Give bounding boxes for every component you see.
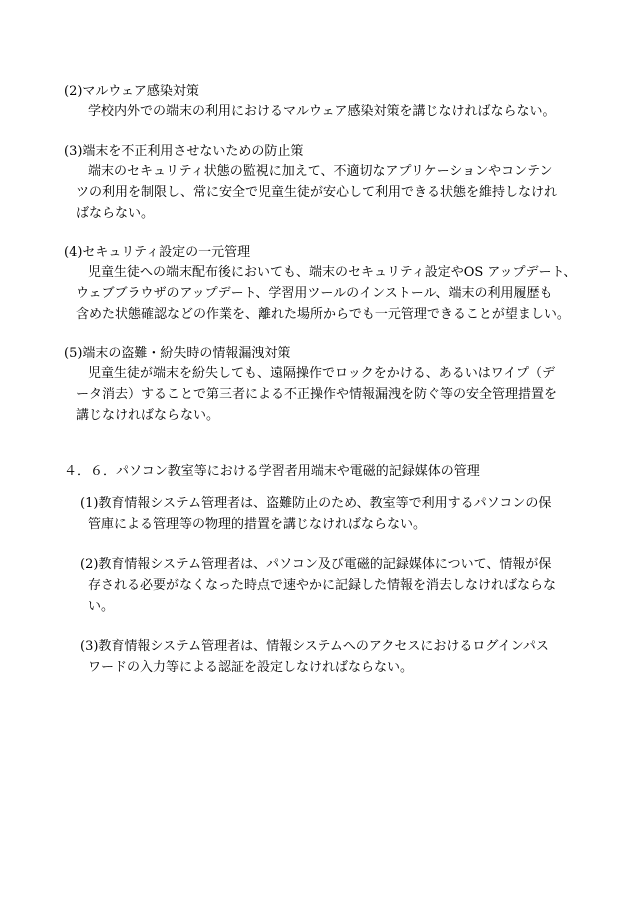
item-2-line-3: い。 — [88, 599, 115, 614]
section-5-line-3: 講じなければならない。 — [76, 408, 220, 423]
section-4-line-3: 含めた状態確認などの作業を、離れた場所からでも一元管理できることが望ましい。 — [76, 307, 570, 322]
item-3-line-2: ワードの入力等による認証を設定しなければならない。 — [88, 660, 414, 675]
section-heading-4: (4)セキュリティ設定の一元管理 — [64, 245, 251, 260]
item-1-line-2: 管庫による管理等の物理的措置を講じなければならない。 — [88, 517, 427, 532]
section-5-line-1: 児童生徒が端末を紛失しても、遠隔操作でロックをかける、あるいはワイプ（デ — [88, 366, 555, 381]
item-3-line-1: (3)教育情報システム管理者は、情報システムへのアクセスにおけるログインパス — [80, 639, 549, 654]
section-4-line-2: ウェブブラウザのアップデート、学習用ツールのインストール、端末の利用履歴も — [76, 286, 553, 301]
section-heading-5: (5)端末の盗難・紛失時の情報漏洩対策 — [64, 346, 291, 361]
section-heading-3: (3)端末を不正利用させないための防止策 — [64, 144, 304, 159]
section-3-line-1: 端末のセキュリティ状態の監視に加えて、不適切なアプリケーションやコンテン — [88, 164, 553, 179]
section-4-line-1: 児童生徒への端末配布後においても、端末のセキュリティ設定やOS アップデート、 — [88, 265, 577, 280]
item-2-line-1: (2)教育情報システム管理者は、パソコン及び電磁的記録媒体について、情報が保 — [80, 557, 552, 572]
section-4-6-title: ４．６．パソコン教室等における学習者用端末や電磁的記録媒体の管理 — [64, 464, 480, 479]
item-1-line-1: (1)教育情報システム管理者は、盗難防止のため、教室等で利用するパソコンの保 — [80, 496, 552, 511]
section-3-line-2: ツの利用を制限し、常に安全で児童生徒が安心して利用できる状態を維持しなけれ — [76, 185, 558, 200]
item-2-line-2: 存される必要がなくなった時点で速やかに記録した情報を消去しなければならな — [88, 578, 557, 593]
section-3-line-3: ばならない。 — [76, 206, 155, 221]
section-2-line-1: 学校内外での端末の利用におけるマルウェア感染対策を講じなければならない。 — [88, 104, 556, 119]
section-5-line-2: ータ消去）することで第三者による不正操作や情報漏洩を防ぐ等の安全管理措置を — [76, 387, 558, 402]
section-heading-2: (2)マルウェア感染対策 — [64, 84, 199, 99]
